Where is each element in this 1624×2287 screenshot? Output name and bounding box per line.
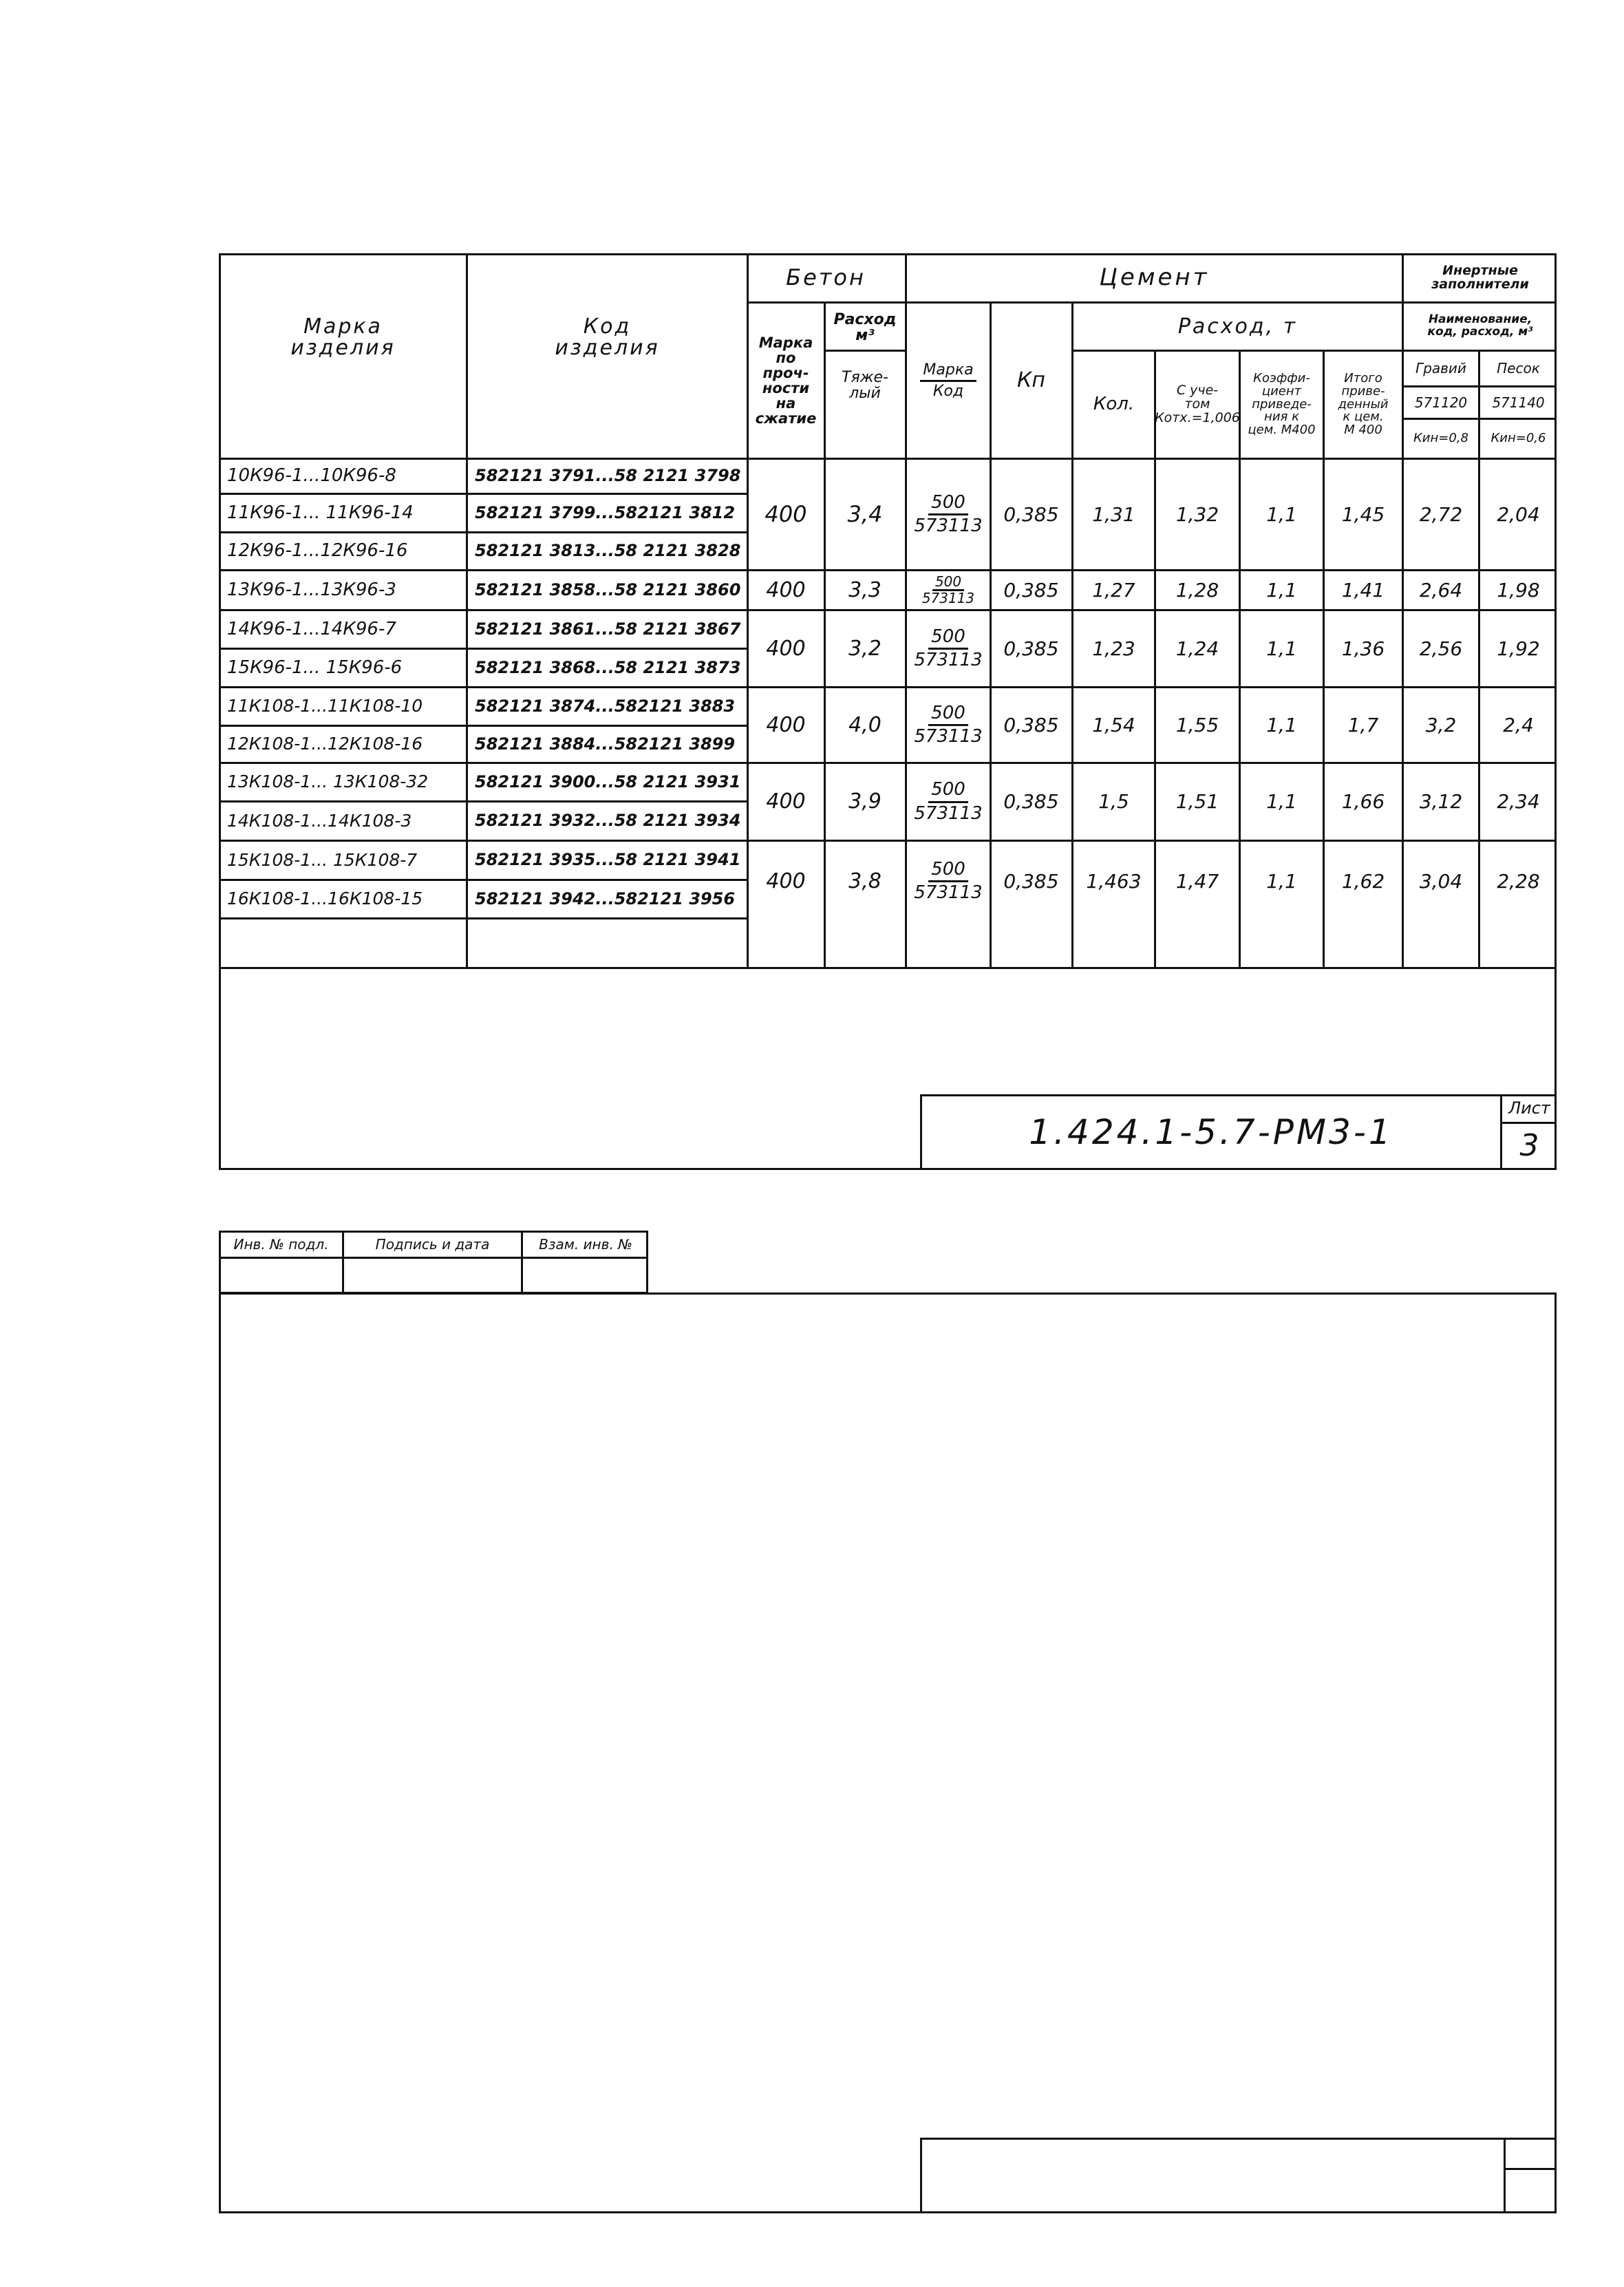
val-cem-den: 573113 (921, 590, 975, 606)
val-cement-marka (907, 460, 990, 569)
row-kod: 582121 3858...58 2121 3860 (475, 579, 741, 599)
row-marka: 14К96-1...14К96-7 (227, 618, 396, 639)
val-beton-marka: 400 (765, 500, 807, 527)
val-s-uch: 1,51 (1175, 790, 1219, 813)
row-marka: 12К96-1...12К96-16 (227, 540, 408, 562)
header-beton: Бетон (786, 264, 866, 291)
val-pesok: 2,4 (1503, 713, 1534, 736)
header-inert-sub: Наименование, код, расход, м³ (1427, 312, 1533, 339)
val-kol: 1,54 (1092, 713, 1135, 736)
val-s-uch: 1,55 (1175, 713, 1219, 736)
val-gravij: 3,12 (1419, 790, 1463, 813)
header-pesok-kin: Кин=0,6 (1491, 431, 1546, 446)
row-kod: 582121 3799...582121 3812 (475, 502, 736, 522)
title-block-blank (920, 2138, 1557, 2213)
row-line (219, 917, 747, 919)
val-cem-den: 573113 (914, 726, 983, 747)
val-kol: 1,27 (1092, 578, 1135, 602)
row-kod: 582121 3874...582121 3883 (475, 696, 736, 716)
val-gravij: 2,72 (1419, 502, 1463, 526)
val-rashod: 3,4 (847, 500, 883, 527)
stamp-podpis: Подпись и дата (375, 1235, 490, 1253)
row-marka: 11К96-1... 11К96-14 (227, 502, 414, 523)
val-pesok: 2,04 (1497, 502, 1540, 526)
val-rashod: 3,9 (848, 789, 882, 814)
header-marka: Марка изделия (290, 314, 396, 360)
doc-code: 1.424.1-5.7-РМ3-1 (1029, 1111, 1393, 1152)
header-rashod-t: Расход, т (1177, 315, 1298, 339)
header-cement: Цемент (1099, 264, 1210, 292)
val-cem-den: 573113 (914, 882, 983, 903)
header-koef: Коэффи- циент приведе- ния к цем. М400 (1248, 370, 1316, 438)
header-gravij-kod: 571120 (1414, 394, 1468, 411)
row-marka: 15К108-1... 15К108-7 (227, 849, 418, 870)
row-kod: 582121 3813...58 2121 3828 (475, 541, 741, 561)
table-bottom-line (219, 967, 1557, 969)
val-cement-marka (907, 764, 990, 840)
row-marka: 16К108-1...16К108-15 (227, 889, 423, 909)
title-block-divider (1504, 2138, 1506, 2213)
val-gravij: 2,56 (1419, 637, 1463, 660)
val-beton-marka: 400 (766, 636, 806, 661)
header-line (1071, 350, 1402, 352)
val-pesok: 1,98 (1497, 578, 1540, 602)
header-inert: Инертные заполнители (1431, 263, 1529, 292)
sheet-label: Лист (1508, 1098, 1550, 1118)
val-kp: 0,385 (1003, 578, 1059, 602)
header-kol: Кол. (1093, 394, 1135, 415)
val-kp: 0,385 (1003, 502, 1059, 526)
val-cem-den: 573113 (914, 515, 983, 536)
val-koef: 1,1 (1266, 578, 1297, 602)
header-line (824, 350, 905, 352)
val-rashod: 3,2 (848, 636, 882, 661)
val-itogo: 1,41 (1341, 578, 1385, 602)
header-kod: Код изделия (555, 314, 660, 360)
header-itogo: Итого приве- денный к цем. М 400 (1338, 370, 1389, 438)
header-gravij: Гравий (1415, 360, 1466, 376)
val-gravij: 3,04 (1419, 869, 1463, 893)
val-cement-marka (907, 688, 990, 762)
row-kod: 582121 3935...58 2121 3941 (475, 850, 741, 870)
header-kp: Кп (1017, 368, 1045, 393)
val-beton-marka: 400 (766, 577, 806, 602)
val-kp: 0,385 (1003, 869, 1059, 893)
val-pesok: 1,92 (1497, 637, 1540, 660)
val-s-uch: 1,24 (1175, 637, 1219, 660)
sheet-frame-bottom (219, 1293, 1557, 2213)
val-itogo: 1,7 (1347, 713, 1379, 736)
val-koef: 1,1 (1266, 713, 1297, 736)
header-s-uchetom: С уче- том Котх.=1,006 (1155, 383, 1240, 425)
row-marka: 13К108-1... 13К108-32 (227, 772, 429, 792)
val-itogo: 1,62 (1341, 869, 1385, 893)
val-cem-num: 500 (928, 780, 968, 802)
val-cement-marka (907, 571, 990, 609)
header-gravij-kin: Кин=0,8 (1413, 431, 1468, 446)
row-kod: 582121 3868...58 2121 3873 (475, 657, 741, 677)
header-beton-marka: Марка по проч- ности на сжатие (755, 334, 817, 427)
val-cement-marka (907, 611, 990, 686)
row-kod: 582121 3861...58 2121 3867 (475, 619, 741, 639)
val-cem-num: 500 (932, 575, 964, 591)
val-beton-marka: 400 (766, 712, 806, 737)
val-kp: 0,385 (1003, 713, 1059, 736)
header-pesok: Песок (1497, 360, 1540, 376)
header-cement-marka-den: Код (932, 382, 964, 400)
row-kod: 582121 3932...58 2121 3934 (475, 811, 741, 831)
sheet-number: 3 (1519, 1127, 1539, 1163)
val-beton-marka: 400 (766, 789, 806, 814)
header-beton-tyazh: Тяже- лый (842, 368, 888, 402)
header-beton-rashod: Расход м³ (833, 310, 897, 344)
header-cement-marka (907, 304, 990, 457)
row-marka: 13К96-1...13К96-3 (227, 579, 396, 600)
val-koef: 1,1 (1266, 869, 1297, 893)
val-s-uch: 1,32 (1175, 502, 1219, 526)
header-pesok-kod: 571140 (1492, 394, 1545, 411)
val-koef: 1,1 (1266, 790, 1297, 813)
val-pesok: 2,34 (1497, 790, 1540, 813)
val-cem-den: 573113 (914, 650, 983, 670)
val-cem-num: 500 (928, 860, 968, 882)
val-kol: 1,23 (1092, 637, 1135, 660)
stamp-vzam: Взам. инв. № (539, 1235, 632, 1253)
val-kp: 0,385 (1003, 637, 1059, 660)
val-itogo: 1,66 (1341, 790, 1385, 813)
row-kod: 582121 3884...582121 3899 (475, 734, 736, 754)
val-gravij: 3,2 (1425, 713, 1457, 736)
val-koef: 1,1 (1266, 637, 1297, 660)
val-rashod: 4,0 (848, 712, 882, 737)
val-rashod: 3,8 (848, 869, 882, 893)
stamp-divider (219, 1257, 648, 1259)
val-cem-num: 500 (928, 628, 968, 650)
val-kp: 0,385 (1003, 790, 1059, 813)
title-block-divider (1504, 2168, 1557, 2170)
val-gravij: 2,64 (1419, 578, 1463, 602)
val-kol: 1,5 (1098, 790, 1129, 813)
row-marka: 15К96-1... 15К96-6 (227, 657, 403, 678)
row-kod: 582121 3791...58 2121 3798 (475, 466, 741, 486)
val-kol: 1,31 (1092, 502, 1135, 526)
header-cement-marka-num: Марка (920, 362, 976, 381)
row-marka: 10К96-1...10К96-8 (227, 465, 396, 487)
val-s-uch: 1,47 (1175, 869, 1219, 893)
val-pesok: 2,28 (1497, 869, 1540, 893)
val-kol: 1,463 (1086, 869, 1142, 893)
val-itogo: 1,36 (1341, 637, 1385, 660)
stamp-inv-podl: Инв. № подл. (233, 1235, 329, 1253)
row-kod: 582121 3900...58 2121 3931 (475, 772, 741, 791)
val-rashod: 3,3 (848, 577, 882, 602)
val-koef: 1,1 (1266, 502, 1297, 526)
val-cem-num: 500 (928, 493, 968, 515)
val-cem-den: 573113 (914, 802, 983, 824)
val-beton-marka: 400 (766, 869, 806, 893)
row-marka: 14К108-1...14К108-3 (227, 810, 412, 831)
val-cem-num: 500 (928, 704, 968, 726)
row-marka: 11К108-1...11К108-10 (227, 696, 423, 716)
val-s-uch: 1,28 (1175, 578, 1219, 602)
row-kod: 582121 3942...582121 3956 (475, 889, 736, 908)
val-cement-marka (907, 842, 990, 921)
val-itogo: 1,45 (1341, 502, 1385, 526)
row-marka: 12К108-1...12К108-16 (227, 734, 423, 754)
